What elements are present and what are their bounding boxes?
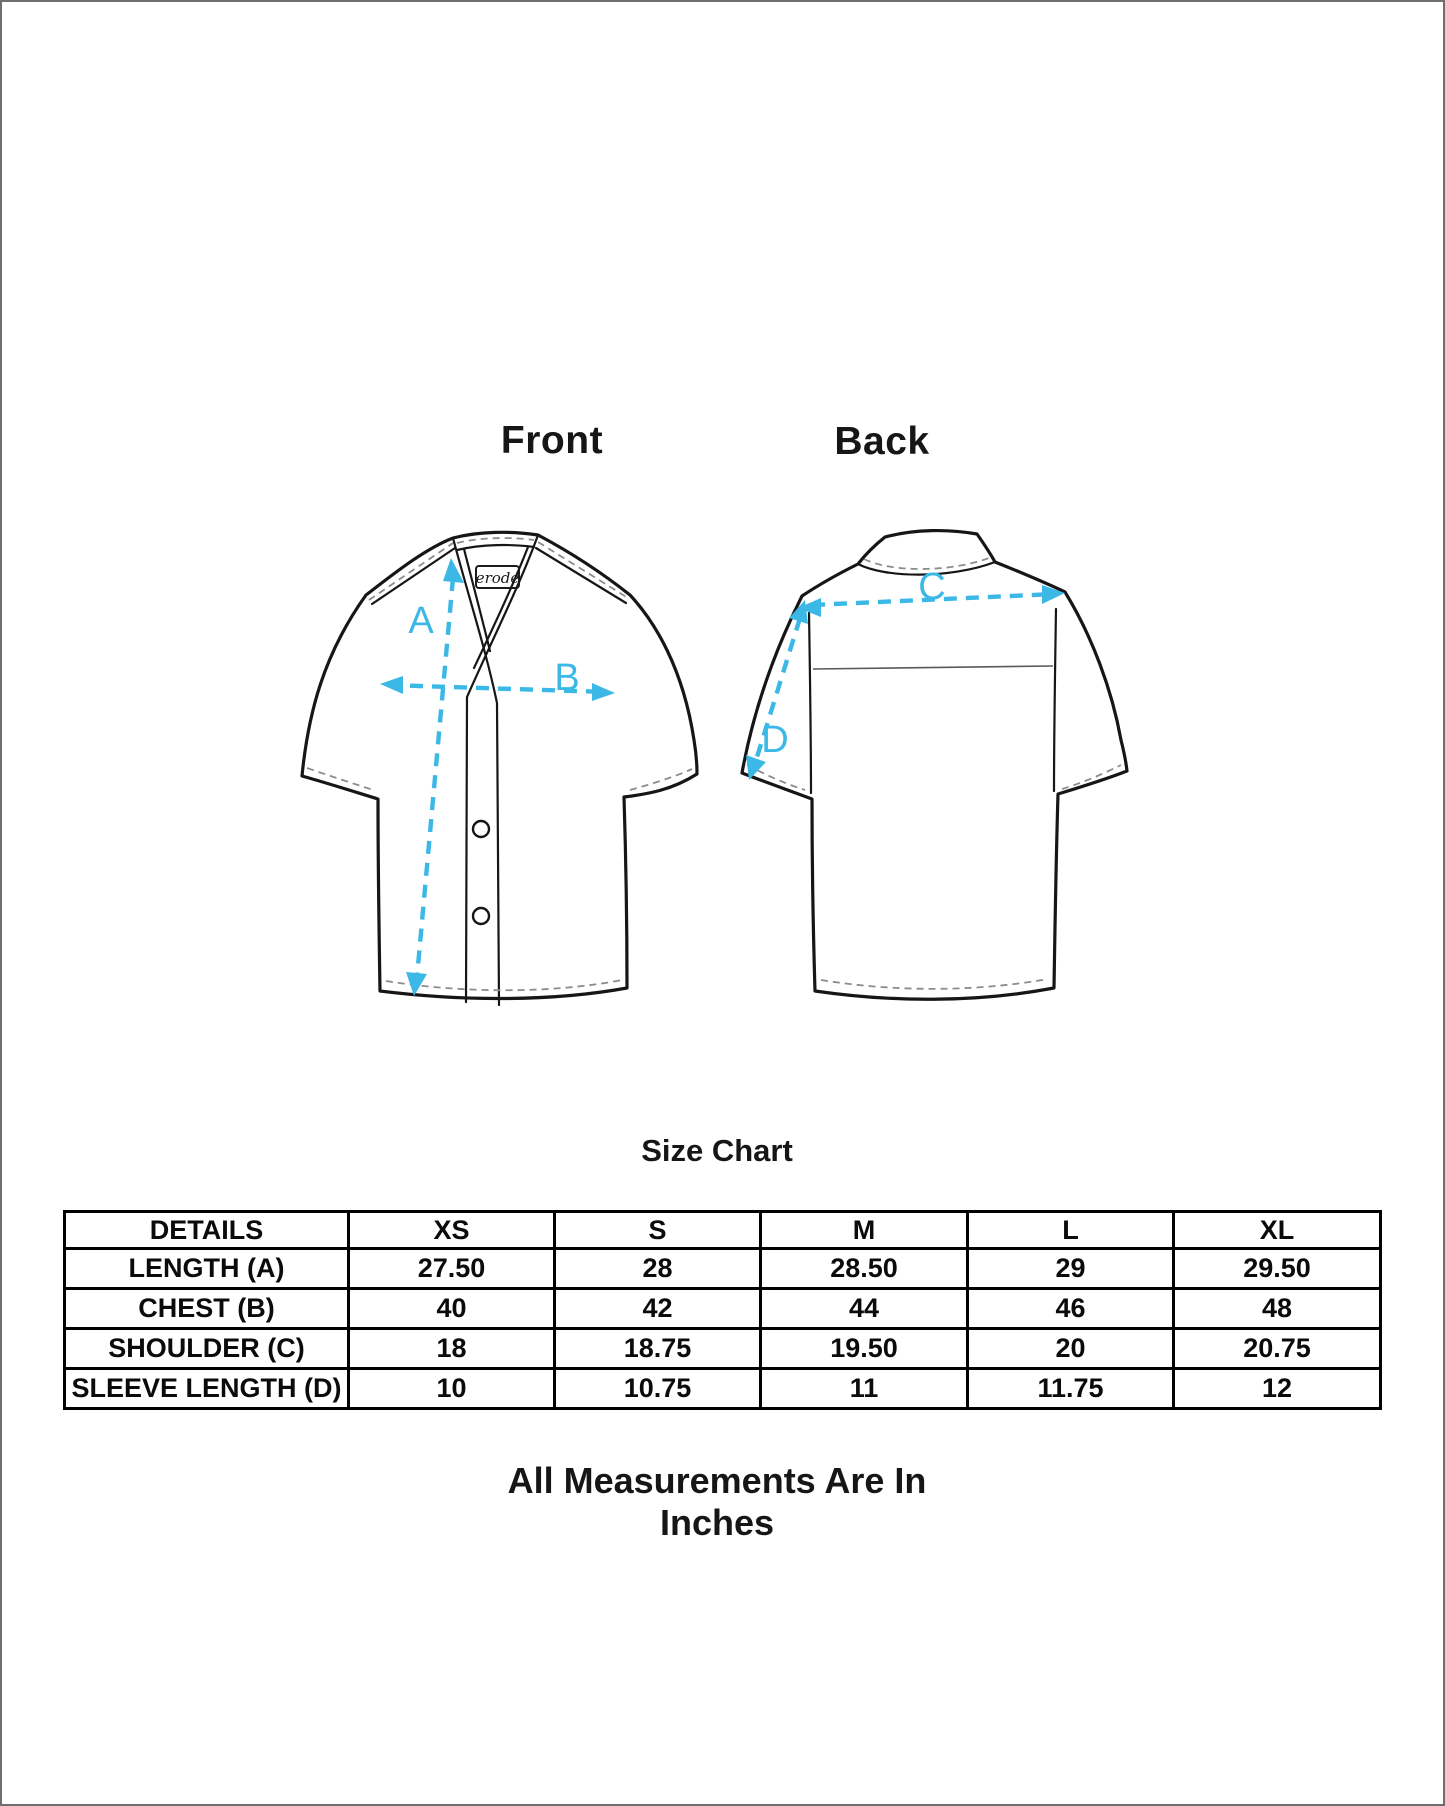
- size-value-cell: 18.75: [555, 1329, 761, 1369]
- column-header-l: L: [968, 1212, 1174, 1249]
- column-header-m: M: [761, 1212, 968, 1249]
- size-value-cell: 20.75: [1174, 1329, 1381, 1369]
- row-label: SLEEVE LENGTH (D): [65, 1369, 349, 1409]
- size-value-cell: 11.75: [968, 1369, 1174, 1409]
- size-value-cell: 48: [1174, 1289, 1381, 1329]
- size-chart-table: [63, 1210, 1382, 1410]
- header-row: [65, 1212, 1381, 1249]
- size-value-cell: 20: [968, 1329, 1174, 1369]
- size-value-cell: 18: [349, 1329, 555, 1369]
- back-view-title: Back: [834, 420, 930, 463]
- size-value-cell: 42: [555, 1289, 761, 1329]
- size-value-cell: 40: [349, 1289, 555, 1329]
- size-value-cell: 11: [761, 1369, 968, 1409]
- brand-tag-label: erode: [475, 569, 520, 587]
- size-chart-title: Size Chart: [641, 1133, 793, 1168]
- column-header-xs: XS: [349, 1212, 555, 1249]
- column-header-details: DETAILS: [65, 1212, 349, 1249]
- label-b: B: [554, 657, 580, 699]
- table-row-chest: [65, 1289, 1381, 1329]
- front-button-top: [473, 821, 489, 837]
- size-value-cell: 28.50: [761, 1249, 968, 1289]
- row-label: SHOULDER (C): [65, 1329, 349, 1369]
- table-row-sleeve-length: [65, 1369, 1381, 1409]
- front-button-bottom: [473, 908, 489, 924]
- size-value-cell: 19.50: [761, 1329, 968, 1369]
- label-c: C: [918, 566, 946, 608]
- row-label: LENGTH (A): [65, 1249, 349, 1289]
- size-value-cell: 29.50: [1174, 1249, 1381, 1289]
- label-d: D: [761, 719, 789, 761]
- column-header-s: S: [555, 1212, 761, 1249]
- size-value-cell: 10: [349, 1369, 555, 1409]
- size-value-cell: 27.50: [349, 1249, 555, 1289]
- front-shirt-drawing: [302, 532, 697, 1005]
- row-label: CHEST (B): [65, 1289, 349, 1329]
- size-value-cell: 10.75: [555, 1369, 761, 1409]
- column-header-xl: XL: [1174, 1212, 1381, 1249]
- table-row-length: [65, 1249, 1381, 1289]
- size-value-cell: 46: [968, 1289, 1174, 1329]
- size-value-cell: 28: [555, 1249, 761, 1289]
- measurement-unit-note: All Measurements Are In Inches: [507, 1460, 927, 1543]
- label-a: A: [408, 600, 434, 642]
- table-row-shoulder: [65, 1329, 1381, 1369]
- size-value-cell: 12: [1174, 1369, 1381, 1409]
- size-value-cell: 29: [968, 1249, 1174, 1289]
- size-value-cell: 44: [761, 1289, 968, 1329]
- front-view-title: Front: [500, 419, 604, 462]
